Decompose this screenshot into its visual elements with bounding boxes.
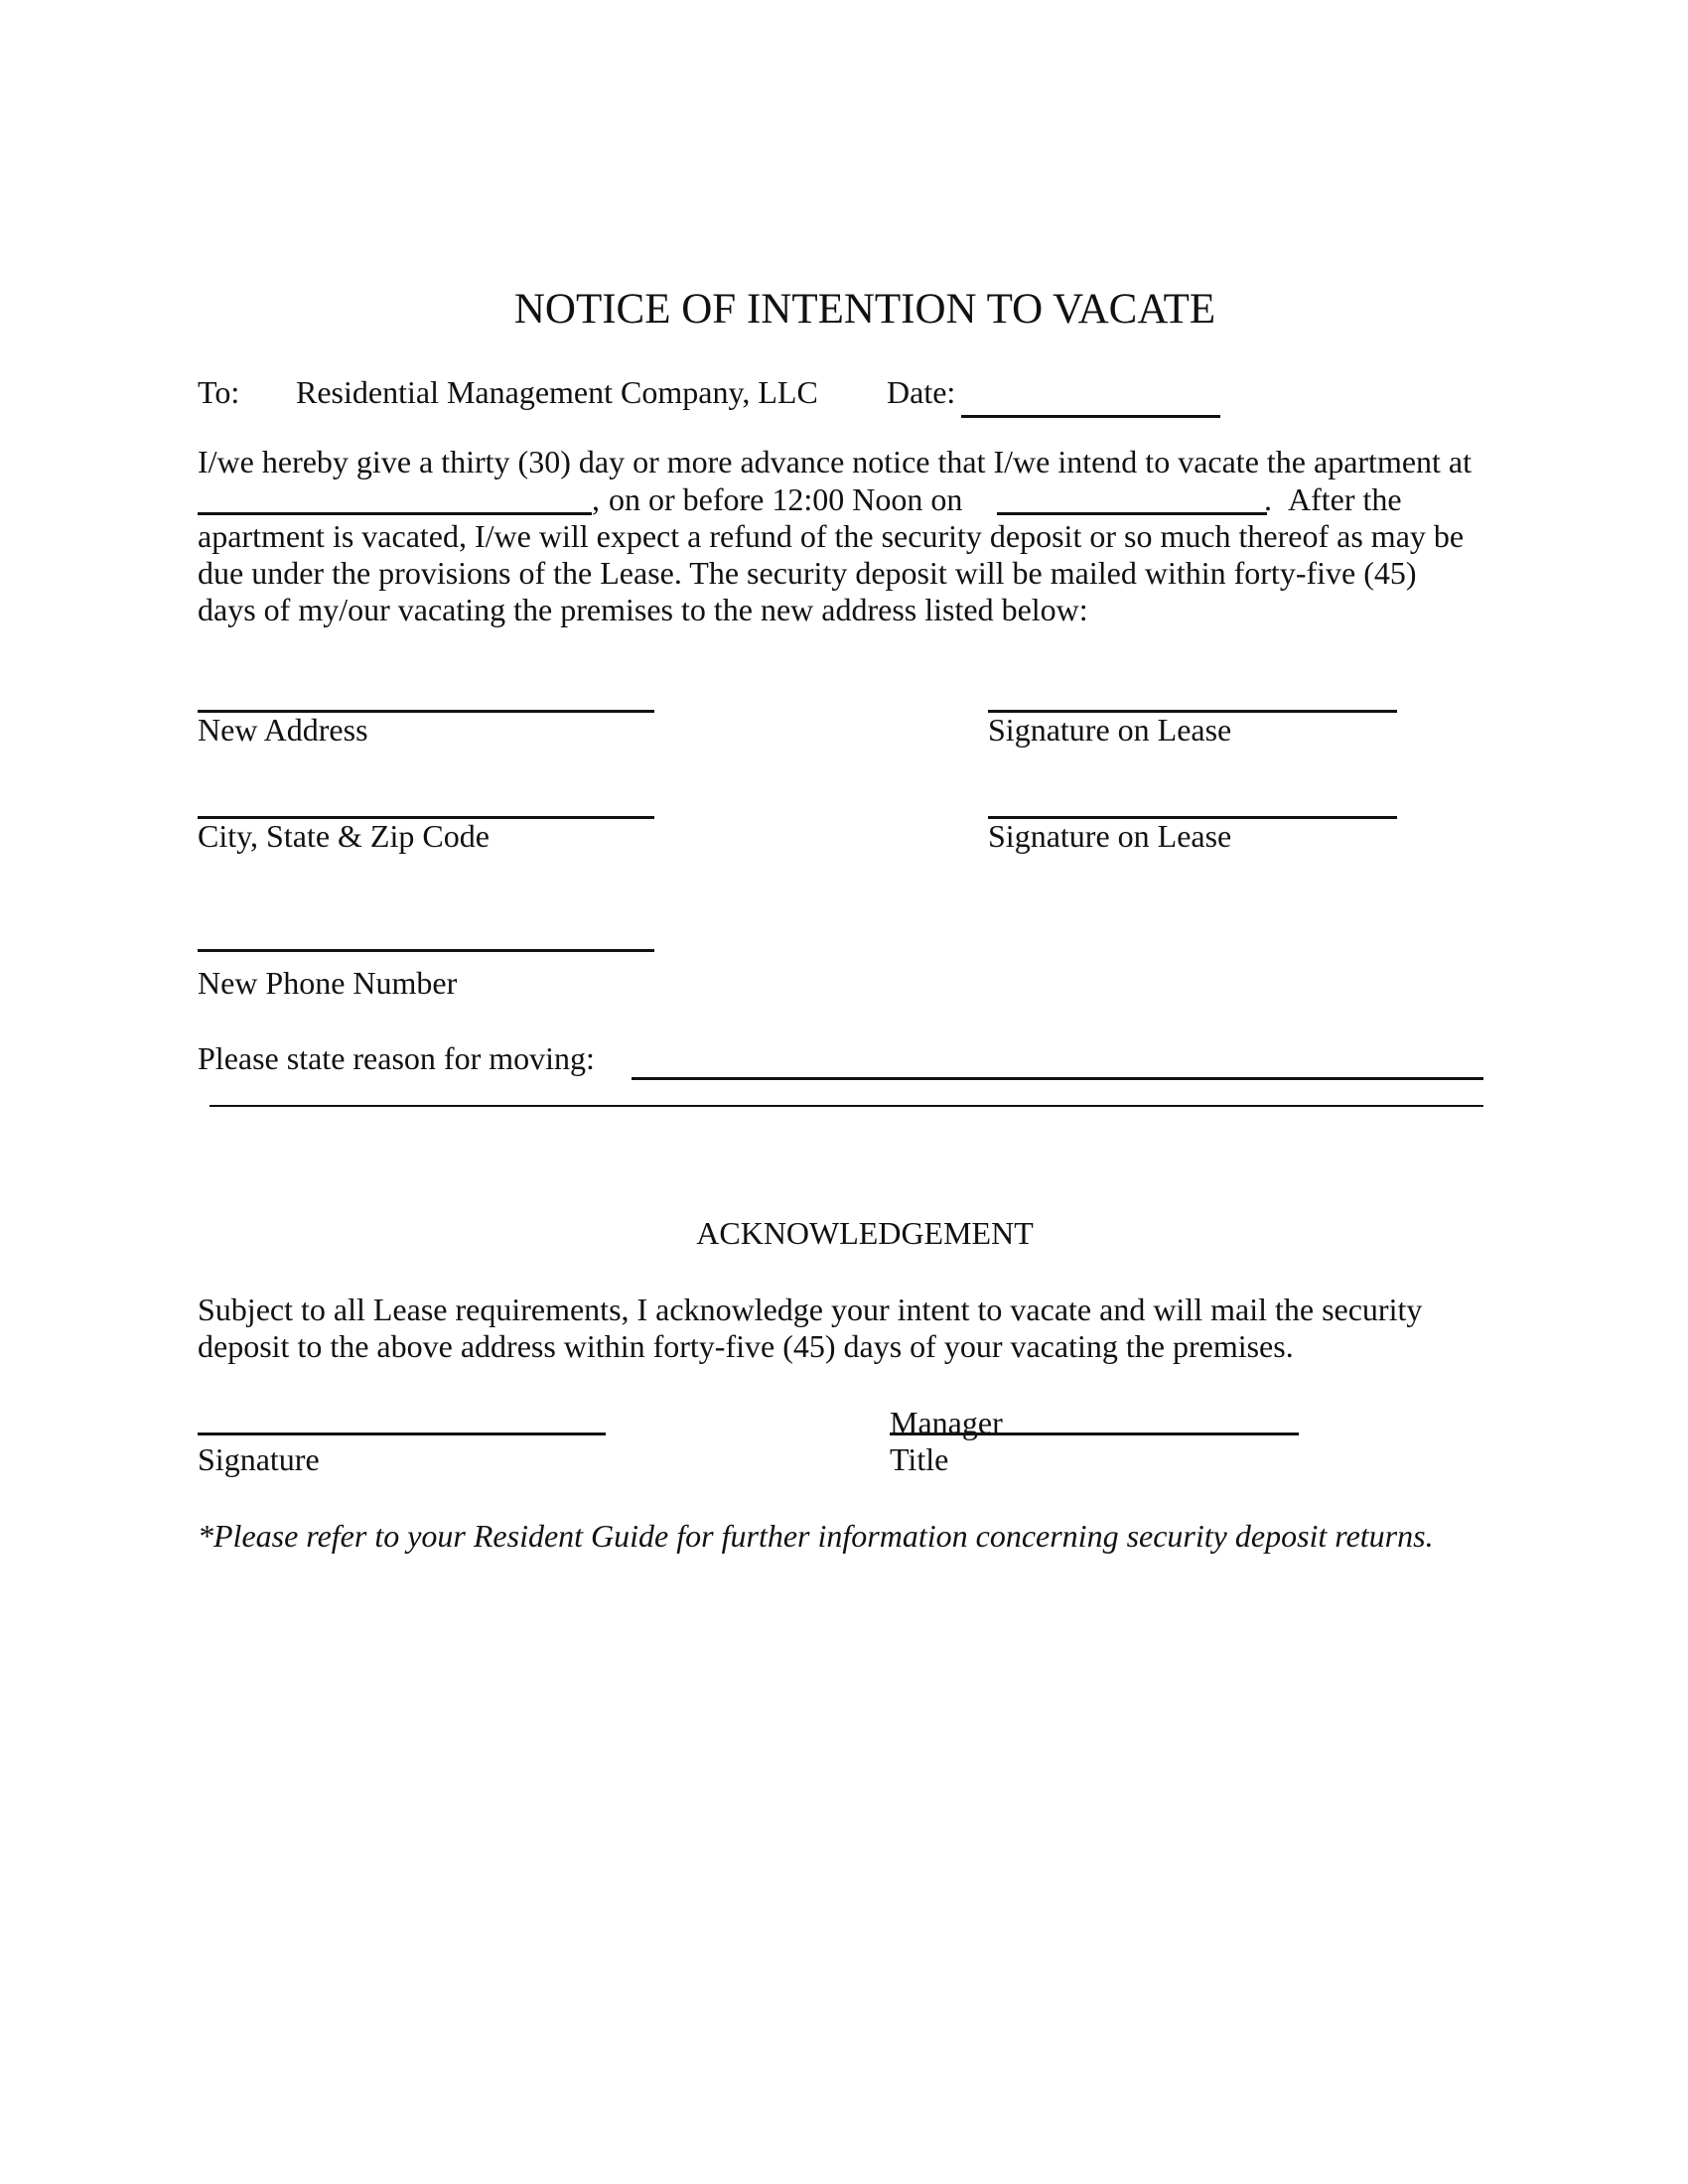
title-value: Manager: [890, 1405, 1003, 1440]
notice-line-5: days of my/our vacating the premises to the new address listed below:: [198, 592, 1088, 627]
title-field[interactable]: [890, 1433, 1299, 1435]
page-title: NOTICE OF INTENTION TO VACATE: [513, 286, 1216, 333]
date-field[interactable]: [961, 415, 1220, 418]
new-address-label: New Address: [198, 712, 368, 748]
acknowledgement-line-1: Subject to all Lease requirements, I acknowledge your intent to vacate and will mail the security: [198, 1292, 1423, 1327]
acknowledgement-line-2: deposit to the above address within forty-five (45) days of your vacating the premises.: [198, 1328, 1294, 1364]
reason-field-line-2[interactable]: [210, 1105, 1483, 1107]
to-value: Residential Management Company, LLC: [296, 374, 818, 410]
title-label: Title: [890, 1441, 949, 1477]
notice-line-3: apartment is vacated, I/we will expect a refund of the security deposit or so much thereof as may be: [198, 518, 1465, 554]
city-state-zip-label: City, State & Zip Code: [198, 818, 490, 854]
signature-on-lease-label-1: Signature on Lease: [988, 712, 1232, 748]
new-phone-label: New Phone Number: [198, 965, 458, 1001]
vacate-date-field[interactable]: [997, 512, 1267, 515]
manager-signature-field[interactable]: [198, 1433, 606, 1435]
to-label: To:: [198, 374, 240, 410]
notice-line-2-mid: on or before 12:00 Noon on: [609, 481, 963, 517]
footnote: *Please refer to your Resident Guide for further information concerning security deposit returns.: [198, 1518, 1434, 1554]
notice-line-1: I/we hereby give a thirty (30) day or more advance notice that I/we intend to vacate the apartment at: [198, 444, 1473, 479]
notice-line-2-end: After the: [1288, 481, 1402, 517]
notice-line-4: due under the provisions of the Lease. The security deposit will be mailed within forty-five (45): [198, 555, 1417, 591]
apartment-address-field[interactable]: [198, 512, 592, 515]
reason-field-line-1[interactable]: [632, 1077, 1483, 1080]
notice-comma: ,: [592, 481, 600, 517]
notice-period: .: [1264, 481, 1272, 517]
new-phone-field[interactable]: [198, 949, 654, 952]
acknowledgement-heading: ACKNOWLEDGEMENT: [696, 1215, 1034, 1251]
signature-on-lease-label-2: Signature on Lease: [988, 818, 1232, 854]
signature-label: Signature: [198, 1441, 320, 1477]
date-label: Date:: [887, 374, 956, 410]
reason-label: Please state reason for moving:: [198, 1040, 595, 1076]
